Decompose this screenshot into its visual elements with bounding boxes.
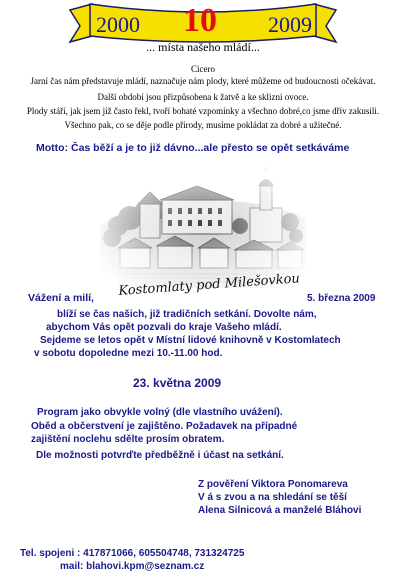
program-line: Oběd a občerstvení je zajištěno. Požadavek na případné bbox=[31, 421, 298, 432]
letter-date: 5. března 2009 bbox=[307, 293, 376, 304]
event-date: 23. května 2009 bbox=[133, 376, 222, 390]
quote-line: Jarní čas nám představuje mládí, naznačuje nám plody, které můžeme od budoucnosti očekávat. bbox=[30, 76, 376, 86]
body-line: abychom Vás opět pozvali do kraje Vašeho mládí. bbox=[46, 322, 282, 333]
program-line: Program jako obvykle volný (dle vlastního uvážení). bbox=[37, 407, 283, 418]
contact-phone: Tel. spojeni : 417871066, 605504748, 731324725 bbox=[20, 548, 245, 559]
script-town-title: Kostomlaty pod Milešovkou bbox=[118, 271, 301, 299]
banner-tagline: ... místa našeho mládí... bbox=[146, 40, 260, 54]
program-line: zajištění noclehu sdělte prosím obratem. bbox=[31, 434, 225, 445]
motto-text: Motto: Čas běží a je to již dávno...ale přesto se opět setkáváme bbox=[36, 142, 350, 154]
signature-line: Z pověření Viktora Ponomareva bbox=[198, 479, 348, 490]
anniversary-number: 10 bbox=[183, 2, 217, 39]
signature-line: V á s zvou a na shledání se těší bbox=[198, 492, 347, 503]
signature-line: Alena Silnicová a manželé Bláhovi bbox=[198, 505, 362, 516]
quote-author: Cicero bbox=[191, 64, 215, 74]
quote-line: Plody stáří, jak jsem již často řekl, tvoří bohaté vzpomínky a všechno dobré,co jsme dřív zakusili. bbox=[26, 106, 380, 116]
town-illustration bbox=[100, 156, 306, 288]
quote-line: Další období jsou přizpůsobena k žatvě a ke sklizni ovoce. bbox=[97, 92, 309, 102]
body-line: v sobotu dopoledne mezi 10.-11.00 hod. bbox=[34, 348, 223, 359]
program-line: Dle možnosti potvrďte předběžně i účast na setkání. bbox=[36, 450, 284, 461]
quote-line: Všechno pak, co se děje podle přírody, musíme pokládat za dobré a užitečné. bbox=[64, 120, 342, 130]
contact-email: mail: blahovi.kpm@seznam.cz bbox=[60, 561, 205, 572]
greeting-text: Vážení a milí, bbox=[28, 292, 94, 304]
banner-year-start: 2000 bbox=[96, 12, 140, 37]
banner-year-end: 2009 bbox=[268, 12, 312, 37]
body-line: blíží se čas našich, již tradičních setkání. Dovolte nám, bbox=[57, 309, 317, 320]
body-line: Sejdeme se letos opět v Místní lidové knihovně v Kostomlatech bbox=[40, 335, 341, 346]
